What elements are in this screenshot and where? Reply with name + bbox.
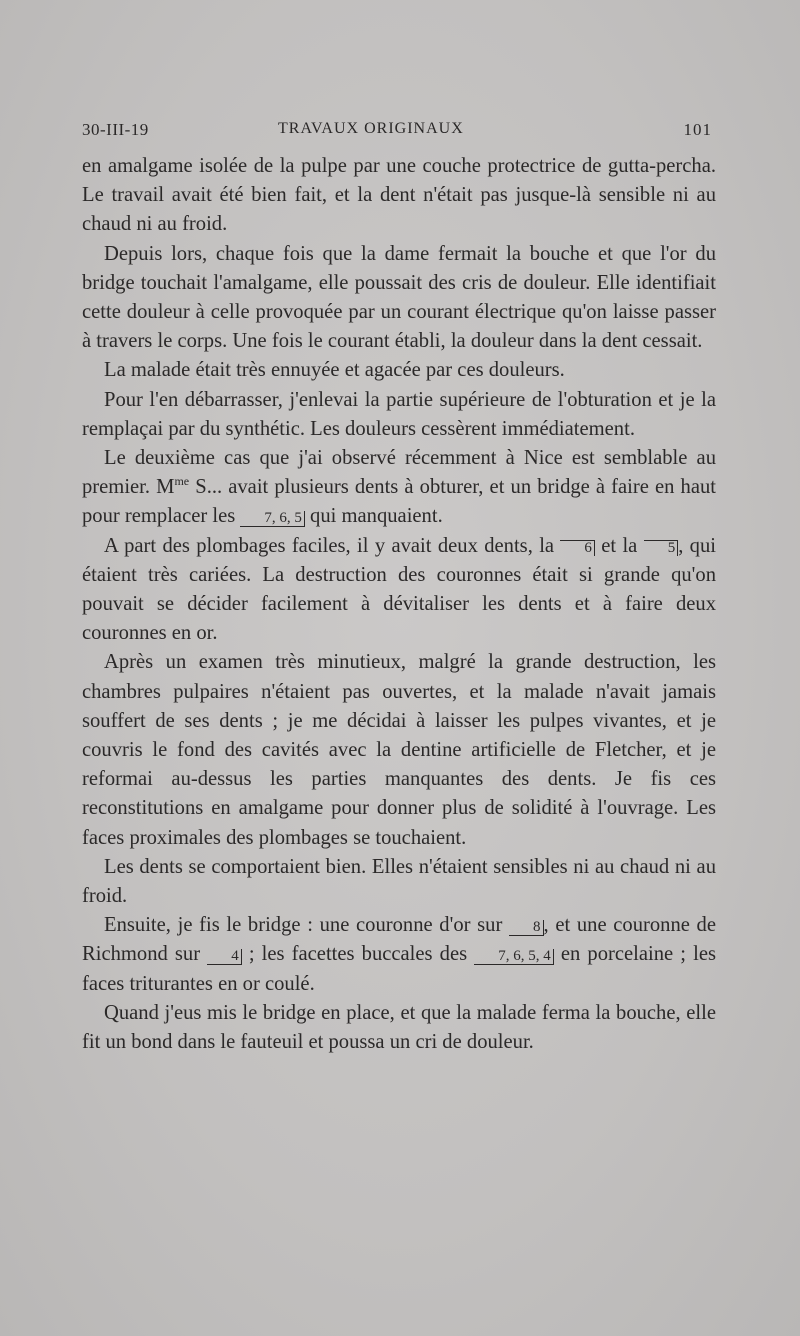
text-run: Ensuite, je fis le bridge : une couronne d'or sur [104,914,509,937]
paragraph [82,911,716,999]
tooth-notation: 4 [207,949,242,965]
text-run: et la [594,534,644,557]
paragraph: Après un examen très minutieux, malgré la grande destruction, les chambres pulpaires n'étaient pas ouvertes, et la malade n'avait jamais souffert de ses dents ; je me décidai à laisser les pulpes vivantes, et je couvris le fond des cavités avec la dentine artificielle de Fletcher, et je reformai au-dessus les parties manquantes des dents. Je fis ces reconstitutions en amalgame pour donner plus de solidité à l'ouvrage. Les faces proximales des plombages se touchaient. [82,651,716,849]
paragraph: Pour l'en débarrasser, j'enlevai la partie supérieure de l'obturation et je la remplaçai par du synthétic. Les douleurs cessèrent immédiatement. [82,388,716,440]
paragraph: La malade était très ennuyée et agacée par ces douleurs. [104,359,565,382]
paragraph: en amalgame isolée de la pulpe par une couche protectrice de gutta-percha. Le travail avait été bien fait, et la dent n'était pas jusque-là sensible ni au chaud ni au froid. [82,155,716,236]
paragraph: Les dents se comportaient bien. Elles n'étaient sensibles ni au chaud ni au froid. [82,855,716,908]
paragraph: Quand j'eus mis le bridge en place, et que la malade ferma la bouche, elle fit un bond dans le fauteuil et poussa un cri de douleur. [82,1001,716,1054]
paragraph: Depuis lors, chaque fois que la dame fermait la bouche et que l'or du bridge touchait l'amalgame, elle poussait des cris de douleur. Elle identifiait cette douleur à celle provoquée par un courant électrique qu'on laisse passer à travers le corps. Une fois le courant établi, la douleur dans la dent cessait. [82,242,716,353]
tooth-notation: 7, 6, 5, 4 [474,949,554,965]
header-title: TRAVAUX ORIGINAUX [278,120,464,137]
body-text [82,152,716,1057]
tooth-notation: 5 [644,540,679,556]
text-run: ; les facettes buccales des [241,943,475,966]
text-run: Le deuxième cas que j'ai observé récemment à Nice est semblable au premier. M [82,447,716,499]
tooth-notation: 8 [509,920,544,936]
tooth-notation: 7, 6, 5 [240,511,305,527]
running-header [82,120,712,144]
text-run: A part des plombages faciles, il y avait deux dents, la [104,534,561,557]
paragraph [82,532,716,649]
text-run: , et une couronne de Richmond sur [82,914,716,966]
text-run: S... avait plusieurs dents à obturer, et un bridge à faire en haut pour remplacer les [82,476,716,528]
text-run: qui manquaient. [304,505,443,528]
superscript: me [174,474,190,489]
paragraph [82,444,716,532]
header-date: 30-III-19 [82,120,149,139]
text-run: en porcelaine ; les faces triturantes en or coulé. [82,943,716,995]
text-run: , qui étaient très cariées. La destruction des couronnes était si grande qu'on pouvait se décider facilement à dévitaliser les dents et à faire deux couronnes en or. [82,534,716,645]
tooth-notation: 6 [560,540,595,556]
page-number: 101 [683,120,712,139]
